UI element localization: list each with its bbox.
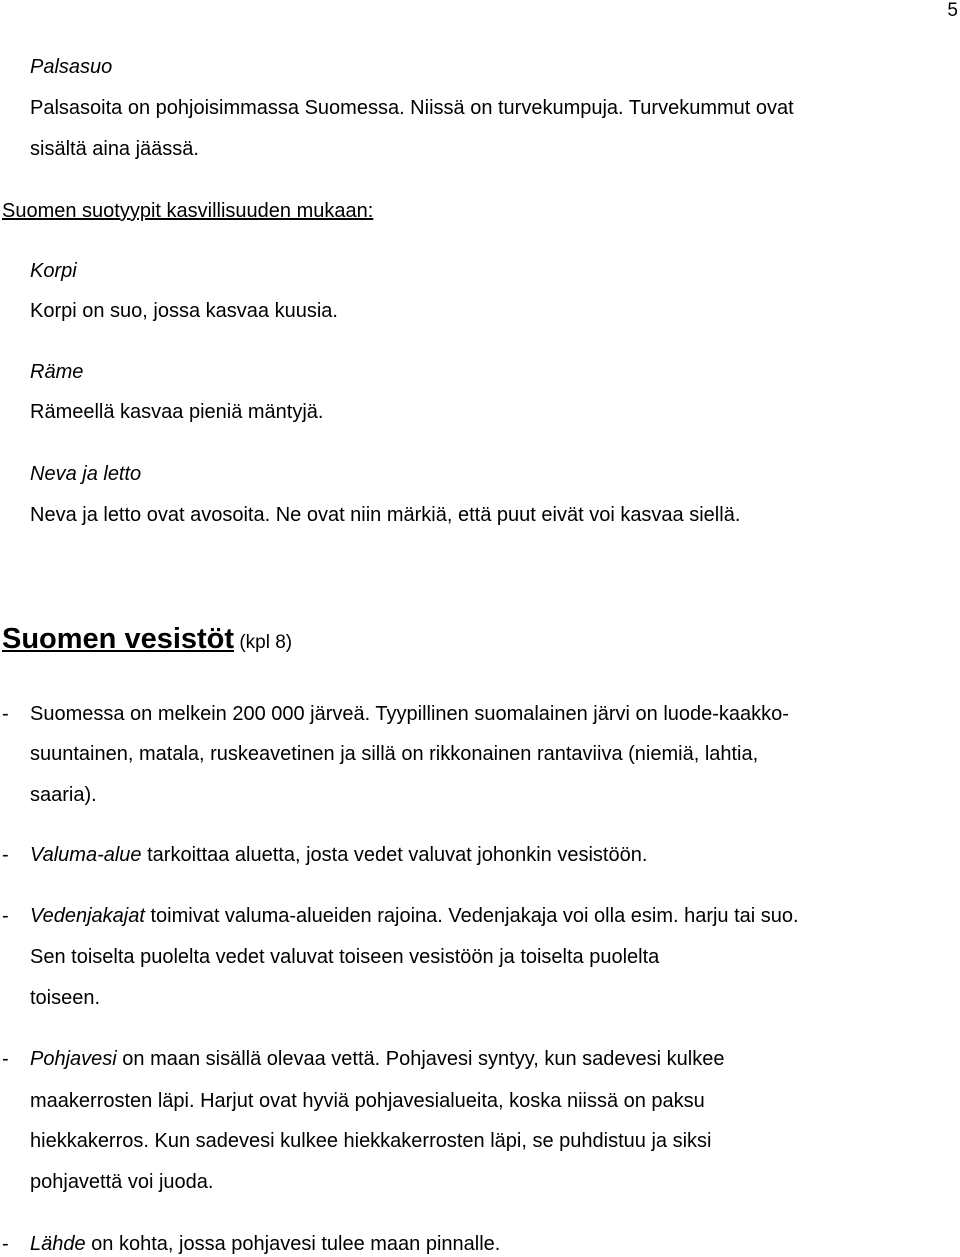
bullet-1-line-2: suuntainen, matala, ruskeavetinen ja sillä on rikkonainen rantaviiva (niemiä, lahtia, <box>30 743 759 765</box>
palsasuo-text-line-1: Palsasoita on pohjoisimmassa Suomessa. Niissä on turvekumpuja. Turvekummut ovat <box>30 97 794 119</box>
bullet-3-text: toimivat valuma-alueiden rajoina. Vedenjakaja voi olla esim. harju tai suo. <box>144 905 799 927</box>
bullet-5-text: on kohta, jossa pohjavesi tulee maan pinnalle. <box>85 1233 501 1255</box>
korpi-text: Korpi on suo, jossa kasvaa kuusia. <box>30 300 338 322</box>
bullet-4-line-1 <box>30 1047 724 1071</box>
page-number: 5 <box>947 0 958 21</box>
bullet-3-line-1 <box>30 904 799 928</box>
term-vedenjakajat: Vedenjakajat <box>30 905 145 927</box>
section-heading <box>2 623 292 656</box>
palsasuo-title: Palsasuo <box>30 56 113 78</box>
bullet-dash: - <box>2 703 9 725</box>
suotyypit-heading: Suomen suotyypit kasvillisuuden mukaan: <box>2 200 374 222</box>
bullet-4-line-4: pohjavettä voi juoda. <box>30 1171 214 1193</box>
neva-text: Neva ja letto ovat avosoita. Ne ovat niin märkiä, että puut eivät voi kasvaa siellä. <box>30 504 741 526</box>
bullet-2-line-1 <box>30 843 647 867</box>
term-valuma-alue: Valuma-alue <box>30 844 142 866</box>
bullet-2-text: tarkoittaa aluetta, josta vedet valuvat johonkin vesistöön. <box>141 844 648 866</box>
term-pohjavesi: Pohjavesi <box>30 1048 117 1070</box>
bullet-5-line-1 <box>30 1232 500 1256</box>
bullet-dash: - <box>2 1233 9 1255</box>
term-lahde: Lähde <box>30 1233 86 1255</box>
bullet-4-line-2: maakerrosten läpi. Harjut ovat hyviä pohjavesialueita, koska niissä on paksu <box>30 1090 705 1112</box>
rame-text: Rämeellä kasvaa pieniä mäntyjä. <box>30 401 324 423</box>
bullet-dash: - <box>2 844 9 866</box>
bullet-4-text: on maan sisällä olevaa vettä. Pohjavesi syntyy, kun sadevesi kulkee <box>116 1048 725 1070</box>
section-title: Suomen vesistöt <box>2 623 235 655</box>
bullet-3-line-3: toiseen. <box>30 987 101 1009</box>
korpi-title: Korpi <box>30 260 77 282</box>
bullet-dash: - <box>2 905 9 927</box>
bullet-3-line-2: Sen toiselta puolelta vedet valuvat toiseen vesistöön ja toiselta puolelta <box>30 946 660 968</box>
neva-title: Neva ja letto <box>30 463 142 485</box>
palsasuo-text-line-2: sisältä aina jäässä. <box>30 138 199 160</box>
section-chapter: (kpl 8) <box>234 632 293 653</box>
rame-title: Räme <box>30 361 84 383</box>
bullet-1-line-3: saaria). <box>30 784 97 806</box>
bullet-1-line-1: Suomessa on melkein 200 000 järveä. Tyypillinen suomalainen järvi on luode-kaakko- <box>30 703 789 725</box>
bullet-4-line-3: hiekkakerros. Kun sadevesi kulkee hiekkakerrosten läpi, se puhdistuu ja siksi <box>30 1130 712 1152</box>
bullet-dash: - <box>2 1048 9 1070</box>
